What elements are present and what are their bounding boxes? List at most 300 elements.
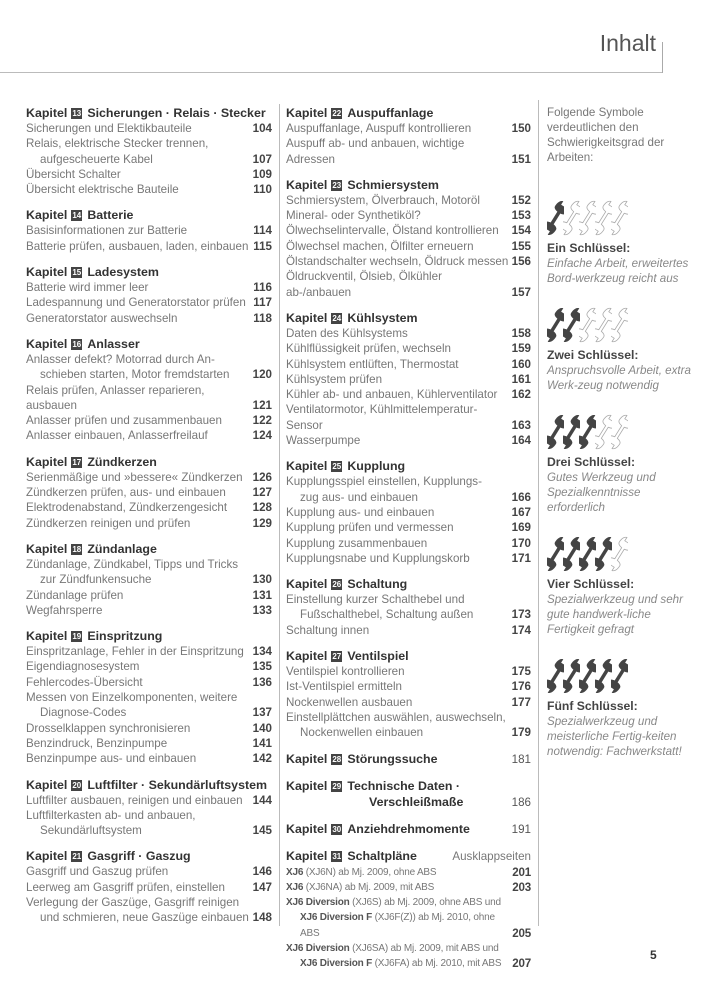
entry-row[interactable] xyxy=(26,136,272,167)
entry-line[interactable]: Batterie prüfen, ausbauen, laden, einbauen xyxy=(26,239,249,253)
entry-line[interactable]: Gasgriff und Gaszug prüfen xyxy=(26,865,169,879)
entry-row[interactable] xyxy=(26,793,272,808)
entry-text[interactable] xyxy=(26,352,250,383)
entry-line[interactable]: Serienmäßige und »bessere« Zündkerzen xyxy=(26,470,243,484)
entry-line[interactable]: Relais, elektrische Stecker trennen, xyxy=(26,137,209,151)
entry-line[interactable]: Einstellplättchen auswählen, auswechseln, xyxy=(286,710,506,724)
entry-page[interactable]: 124 xyxy=(252,429,272,443)
entry-row[interactable] xyxy=(26,295,272,310)
entry-row[interactable] xyxy=(26,690,272,721)
entry-page[interactable]: 133 xyxy=(252,603,272,617)
entry-row[interactable] xyxy=(286,326,531,341)
entry-text[interactable] xyxy=(26,690,250,721)
chapter-label: Kapitel xyxy=(286,751,328,766)
entry-text[interactable] xyxy=(286,254,509,269)
entry-page[interactable]: 109 xyxy=(252,167,272,181)
entry-row[interactable] xyxy=(286,865,531,880)
entry-text[interactable] xyxy=(26,864,250,879)
chapter-heading[interactable] xyxy=(286,821,531,838)
entry-row[interactable] xyxy=(286,341,531,356)
entry-line[interactable]: Öldruckventil, Ölsieb, Ölkühler ab-/anbauen xyxy=(286,270,442,299)
entry-line[interactable]: Benzindruck, Benzinpumpe xyxy=(26,736,168,750)
entry-text[interactable] xyxy=(286,402,509,433)
entry-page[interactable]: 207 xyxy=(512,957,531,971)
entry-row[interactable] xyxy=(286,372,531,387)
chapter-heading[interactable] xyxy=(286,105,531,121)
entry-line[interactable]: Fußschalthebel, Schaltung außen xyxy=(300,608,474,622)
entry-text[interactable] xyxy=(286,536,509,551)
entry-line[interactable]: Ladespannung und Generatorstator prüfen xyxy=(26,296,246,310)
entry-page[interactable]: 137 xyxy=(252,706,272,720)
entry-text[interactable] xyxy=(286,941,509,972)
entry-row[interactable] xyxy=(26,239,272,254)
entry-line[interactable]: Ölwechsel machen, Ölfilter erneuern xyxy=(286,239,474,253)
entry-page[interactable]: 150 xyxy=(511,122,531,135)
entry-page[interactable]: 162 xyxy=(511,388,531,402)
entry-text[interactable] xyxy=(26,675,250,690)
entry-line[interactable]: Elektrodenabstand, Zündkerzengesicht xyxy=(26,501,228,515)
entry-page[interactable]: 142 xyxy=(252,752,272,766)
entry-line[interactable]: Schaltung innen xyxy=(286,623,370,637)
chapter-label: Kapitel xyxy=(26,629,68,644)
entry-line[interactable]: Kühler ab- und anbauen, Kühlerventilator xyxy=(286,388,498,402)
entry-row[interactable] xyxy=(286,223,531,238)
difficulty-level xyxy=(547,199,697,286)
entry-page[interactable]: 116 xyxy=(253,281,272,295)
entry-page[interactable]: 159 xyxy=(511,342,531,356)
chapter-heading-continued xyxy=(286,794,531,811)
chapter-label: Kapitel xyxy=(26,541,68,556)
chapter-heading[interactable] xyxy=(286,458,531,474)
entry-line[interactable]: zug aus- und einbauen xyxy=(300,490,418,504)
entry-line[interactable]: Luftfilter ausbauen, reinigen und einbauen xyxy=(26,793,243,807)
entry-row[interactable] xyxy=(286,710,531,741)
entry-text[interactable] xyxy=(286,341,509,356)
entry-page[interactable]: 146 xyxy=(252,865,272,879)
entry-text[interactable] xyxy=(26,808,250,839)
entry-text[interactable] xyxy=(286,865,509,880)
entry-row[interactable] xyxy=(26,659,272,674)
entry-text[interactable] xyxy=(26,500,250,515)
entry-page[interactable]: 135 xyxy=(252,660,272,674)
entry-page[interactable]: 127 xyxy=(252,486,272,500)
entry-page[interactable]: 169 xyxy=(511,521,531,535)
entry-row[interactable] xyxy=(26,603,272,618)
toc-column-middle xyxy=(286,105,531,982)
chapter-heading[interactable] xyxy=(286,177,531,193)
entry-page[interactable]: 114 xyxy=(253,224,272,238)
entry-line[interactable]: Schmiersystem, Ölverbrauch, Motoröl xyxy=(286,193,480,207)
chapter-heading[interactable] xyxy=(286,310,531,326)
entry-page[interactable]: 177 xyxy=(511,695,531,709)
entry-row[interactable] xyxy=(286,941,531,972)
entry-row[interactable] xyxy=(26,721,272,736)
entry-row[interactable] xyxy=(26,311,272,326)
entry-page[interactable]: 140 xyxy=(252,721,272,735)
entry-page[interactable]: 167 xyxy=(511,505,531,519)
chapter-title: Kühlsystem xyxy=(347,310,418,325)
entry-line[interactable]: Drosselklappen synchronisieren xyxy=(26,721,191,735)
entry-text[interactable] xyxy=(286,223,509,238)
entry-line[interactable] xyxy=(286,880,509,895)
entry-row[interactable] xyxy=(26,895,272,926)
entry-text[interactable] xyxy=(286,433,509,448)
entry-line[interactable] xyxy=(286,941,509,956)
entry-page[interactable]: 156 xyxy=(511,255,531,269)
entry-text[interactable] xyxy=(26,295,250,310)
entry-row[interactable] xyxy=(286,679,531,694)
entry-page[interactable]: 152 xyxy=(511,193,531,207)
entry-line[interactable]: Messen von Einzelkomponenten, weitere xyxy=(26,691,238,705)
chapter-heading[interactable] xyxy=(286,751,531,768)
entry-text[interactable] xyxy=(26,793,250,808)
wrench-outline-icon xyxy=(579,306,596,344)
entry-line[interactable]: Einstellung kurzer Schalthebel und xyxy=(286,593,465,607)
entry-page[interactable]: 153 xyxy=(511,209,531,223)
entry-text[interactable] xyxy=(26,167,250,182)
entry-line[interactable]: Nockenwellen ausbauen xyxy=(286,695,413,709)
entry-row[interactable] xyxy=(26,644,272,659)
entry-line[interactable]: Ventilatormotor, Kühlmittelemperatur-Sensor xyxy=(286,403,478,432)
entry-text[interactable] xyxy=(26,516,250,531)
entry-text[interactable] xyxy=(26,280,250,295)
entry-text[interactable] xyxy=(26,136,250,167)
entry-page[interactable]: 131 xyxy=(252,588,272,602)
entry-row[interactable] xyxy=(26,557,272,588)
entry-line[interactable]: Einspritzanlage, Fehler in der Einspritzung xyxy=(26,645,244,659)
entry-text[interactable] xyxy=(26,470,250,485)
entry-line[interactable]: Anlasser prüfen und zusammenbauen xyxy=(26,414,222,428)
entry-text[interactable] xyxy=(286,326,509,341)
entry-line[interactable]: Generatorstator auswechseln xyxy=(26,311,178,325)
entry-text[interactable] xyxy=(26,413,250,428)
entry-row[interactable] xyxy=(26,121,272,136)
entry-page[interactable]: 145 xyxy=(252,824,272,838)
entry-text[interactable] xyxy=(286,269,509,300)
entry-row[interactable] xyxy=(286,623,531,638)
chapter-label: Kapitel xyxy=(286,177,328,192)
chapter-heading[interactable] xyxy=(286,576,531,592)
entry-row[interactable] xyxy=(286,402,531,433)
entry-page[interactable]: 122 xyxy=(252,414,272,428)
entry-page[interactable]: 166 xyxy=(511,490,531,504)
entry-page[interactable]: 154 xyxy=(511,224,531,238)
entry-text[interactable] xyxy=(286,121,509,136)
entry-line[interactable]: Luftfilterkasten ab- und anbauen, xyxy=(26,808,196,822)
entry-row[interactable] xyxy=(286,551,531,566)
entry-row[interactable] xyxy=(286,254,531,269)
entry-line[interactable]: Zündanlage prüfen xyxy=(26,588,124,602)
entry-row[interactable] xyxy=(286,239,531,254)
entry-line[interactable]: Kupplung aus- und einbauen xyxy=(286,505,435,519)
entry-page[interactable]: 174 xyxy=(511,623,531,637)
entry-row[interactable] xyxy=(286,520,531,535)
entry-page[interactable]: 160 xyxy=(511,357,531,371)
entry-row[interactable] xyxy=(26,352,272,383)
entry-page[interactable]: 144 xyxy=(252,793,272,807)
chapter-title: Kupplung xyxy=(347,459,406,474)
chapter-heading[interactable] xyxy=(286,778,531,794)
chapter-heading[interactable] xyxy=(26,541,272,557)
entry-page[interactable]: 205 xyxy=(512,926,531,940)
level-name: Vier Schlüssel: xyxy=(547,577,635,591)
entry-line[interactable]: Kupplungsnabe und Kupplungskorb xyxy=(286,551,470,565)
entry-text[interactable] xyxy=(26,721,250,736)
entry-line[interactable]: Zündkerzen prüfen, aus- und einbauen xyxy=(26,486,226,500)
entry-line[interactable]: schieben starten, Motor fremdstarten xyxy=(40,368,230,382)
chapter-title: Luftfilter · Sekundärluftsystem xyxy=(87,777,268,792)
entry-page[interactable]: 171 xyxy=(511,551,531,565)
chapter-section xyxy=(26,105,272,197)
entry-page[interactable]: 176 xyxy=(511,680,531,694)
chapter-heading[interactable] xyxy=(286,848,531,865)
entry-line[interactable] xyxy=(286,865,509,880)
entry-text[interactable] xyxy=(26,736,250,751)
entry-page[interactable]: 155 xyxy=(511,239,531,253)
entry-page[interactable]: 179 xyxy=(511,726,531,740)
entry-row[interactable] xyxy=(26,736,272,751)
chapter-heading[interactable] xyxy=(26,336,272,352)
entry-line[interactable]: Anlasser defekt? Motorrad durch An- xyxy=(26,352,215,366)
entry-text[interactable] xyxy=(286,520,509,535)
entry-line[interactable]: Verlegung der Gaszüge, Gasgriff reinigen xyxy=(26,895,240,909)
entry-text[interactable] xyxy=(286,357,509,372)
chapter-title: Störungssuche xyxy=(347,751,438,766)
entry-row[interactable] xyxy=(286,536,531,551)
wrench-filled-icon xyxy=(579,657,596,695)
chapter-heading[interactable] xyxy=(26,848,272,864)
entry-line[interactable]: Ist-Ventilspiel ermitteln xyxy=(286,680,402,694)
entry-line[interactable]: Ventilspiel kontrollieren xyxy=(286,665,405,679)
entry-page[interactable]: 129 xyxy=(252,516,272,530)
chapter-heading[interactable] xyxy=(286,648,531,664)
entry-row[interactable] xyxy=(286,880,531,895)
entry-text[interactable] xyxy=(26,588,250,603)
entry-row[interactable] xyxy=(26,808,272,839)
entry-page[interactable]: 136 xyxy=(252,675,272,689)
chapter-heading[interactable] xyxy=(26,105,272,121)
entry-page[interactable]: 115 xyxy=(253,239,272,253)
entry-text[interactable] xyxy=(26,239,250,254)
entry-row[interactable] xyxy=(26,880,272,895)
chapter-heading[interactable] xyxy=(26,454,272,470)
entry-page[interactable]: 163 xyxy=(511,418,531,432)
entry-text[interactable] xyxy=(286,136,509,167)
entry-text[interactable] xyxy=(26,603,250,618)
entry-line[interactable]: Zündanlage, Zündkabel, Tipps und Tricks xyxy=(26,557,239,571)
chapter-title: Auspuffanlage xyxy=(347,106,434,120)
entry-line[interactable]: Fehlercodes-Übersicht xyxy=(26,675,143,689)
entry-line[interactable]: und schmieren, neue Gaszüge einbauen xyxy=(40,911,249,925)
entry-row[interactable] xyxy=(26,182,272,197)
entry-text[interactable] xyxy=(26,485,250,500)
entry-line[interactable]: Ölstandschalter wechseln, Öldruck messen xyxy=(286,255,509,269)
entry-line[interactable]: Relais prüfen, Anlasser reparieren, ausbauen xyxy=(26,383,205,412)
entry-line[interactable]: Übersicht Schalter xyxy=(26,167,121,181)
entry-row[interactable] xyxy=(286,208,531,223)
entry-page[interactable]: 128 xyxy=(252,501,272,515)
entry-page[interactable]: 117 xyxy=(253,296,272,310)
entry-line[interactable]: Basisinformationen zur Batterie xyxy=(26,224,188,238)
entry-row[interactable] xyxy=(286,357,531,372)
entry-text[interactable] xyxy=(286,664,509,679)
entry-page[interactable]: 148 xyxy=(252,911,272,925)
entry-line[interactable] xyxy=(286,956,509,971)
chapter-heading[interactable] xyxy=(26,628,272,644)
chapter-number-badge: 28 xyxy=(332,754,342,764)
entry-line[interactable]: Anlasser einbauen, Anlasserfreilauf xyxy=(26,429,208,443)
entry-page[interactable]: 118 xyxy=(253,311,272,325)
entry-text[interactable] xyxy=(286,592,509,623)
entry-page[interactable]: 107 xyxy=(252,152,272,166)
entry-line[interactable]: Batterie wird immer leer xyxy=(26,281,149,295)
entry-line[interactable]: Kühlsystem prüfen xyxy=(286,372,383,386)
entry-text[interactable] xyxy=(26,751,250,766)
entry-line[interactable]: Nockenwellen einbauen xyxy=(300,726,424,740)
entry-line[interactable]: Sicherungen und Elektikbauteile xyxy=(26,122,192,135)
entry-text[interactable] xyxy=(286,895,509,941)
entry-line[interactable]: Diagnose-Codes xyxy=(40,706,127,720)
entry-page[interactable]: 175 xyxy=(511,665,531,679)
entry-row[interactable] xyxy=(286,193,531,208)
entry-page[interactable]: 130 xyxy=(252,573,272,587)
entry-page[interactable]: 170 xyxy=(511,536,531,550)
entry-page[interactable]: 151 xyxy=(511,152,531,166)
entry-row[interactable] xyxy=(286,269,531,300)
entry-line[interactable]: Auspuff ab- und anbauen, wichtige Adressen xyxy=(286,137,465,166)
entry-line[interactable]: Kupplungsspiel einstellen, Kupplungs- xyxy=(286,475,482,489)
entry-row[interactable] xyxy=(286,121,531,136)
entry-page[interactable]: 134 xyxy=(252,645,272,659)
entry-row[interactable] xyxy=(26,470,272,485)
chapter-heading[interactable] xyxy=(26,264,272,280)
entry-text[interactable] xyxy=(26,659,250,674)
entry-line[interactable]: Kühlflüssigkeit prüfen, wechseln xyxy=(286,342,451,356)
wrench-filled-icon xyxy=(547,199,564,237)
entry-text[interactable] xyxy=(286,239,509,254)
entry-page[interactable]: 201 xyxy=(512,865,531,879)
entry-row[interactable] xyxy=(286,136,531,167)
entry-line[interactable]: Kupplung zusammenbauen xyxy=(286,536,428,550)
entry-page[interactable]: 203 xyxy=(512,880,531,894)
entry-row[interactable] xyxy=(26,500,272,515)
entry-text[interactable] xyxy=(286,880,509,895)
entry-row[interactable] xyxy=(26,751,272,766)
entry-text[interactable] xyxy=(26,644,250,659)
entry-row[interactable] xyxy=(286,592,531,623)
entry-row[interactable] xyxy=(26,167,272,182)
entry-text[interactable] xyxy=(286,710,509,741)
entry-page[interactable]: 110 xyxy=(253,183,272,197)
wrench-rating xyxy=(547,657,697,695)
entry-page[interactable]: 121 xyxy=(252,398,272,412)
entry-row[interactable] xyxy=(26,223,272,238)
entry-page[interactable]: 126 xyxy=(252,470,272,484)
entry-text[interactable] xyxy=(26,428,250,443)
entry-line[interactable]: aufgescheuerte Kabel xyxy=(40,152,153,166)
entry-text[interactable] xyxy=(286,387,509,402)
chapter-heading[interactable] xyxy=(26,777,272,793)
entry-line[interactable]: zur Zündfunkensuche xyxy=(40,573,152,587)
entry-text[interactable] xyxy=(286,623,509,638)
entry-page[interactable]: 147 xyxy=(252,880,272,894)
entry-line[interactable] xyxy=(286,910,509,941)
entry-line[interactable]: Daten des Kühlsystems xyxy=(286,326,408,340)
entry-text[interactable] xyxy=(286,695,509,710)
entry-row[interactable] xyxy=(26,413,272,428)
entry-row[interactable] xyxy=(26,864,272,879)
entry-text[interactable] xyxy=(286,505,509,520)
entry-row[interactable] xyxy=(286,433,531,448)
entry-line[interactable]: Mineral- oder Synthetiköl? xyxy=(286,209,421,223)
entry-page[interactable]: 104 xyxy=(252,122,272,135)
entry-text[interactable] xyxy=(286,208,509,223)
entry-page[interactable]: 157 xyxy=(511,285,531,299)
chapter-heading[interactable] xyxy=(26,207,272,223)
entry-text[interactable] xyxy=(286,679,509,694)
entry-line[interactable]: Zündkerzen reinigen und prüfen xyxy=(26,516,191,530)
entry-line[interactable]: Kupplung prüfen und vermessen xyxy=(286,521,454,535)
entry-row[interactable] xyxy=(26,675,272,690)
entry-page[interactable]: 120 xyxy=(252,368,272,382)
entry-text[interactable] xyxy=(286,193,509,208)
entry-text[interactable] xyxy=(286,372,509,387)
entry-row[interactable] xyxy=(286,474,531,505)
entry-row[interactable] xyxy=(26,485,272,500)
entry-row[interactable] xyxy=(286,695,531,710)
entry-row[interactable] xyxy=(26,383,272,414)
entry-page[interactable]: 173 xyxy=(511,608,531,622)
entry-text[interactable] xyxy=(26,223,250,238)
entry-row[interactable] xyxy=(26,588,272,603)
entry-row[interactable] xyxy=(26,280,272,295)
entry-line[interactable]: Benzinpumpe aus- und einbauen xyxy=(26,752,197,766)
entry-line[interactable]: Sekundärluftsystem xyxy=(40,824,142,838)
entry-row[interactable] xyxy=(26,516,272,531)
entry-line[interactable]: Auspuffanlage, Auspuff kontrollieren xyxy=(286,122,472,135)
entry-line[interactable]: Eigendiagnosesystem xyxy=(26,660,140,674)
entry-text[interactable] xyxy=(26,383,250,414)
entry-row[interactable] xyxy=(26,428,272,443)
entry-line[interactable]: Leerweg am Gasgriff prüfen, einstellen xyxy=(26,880,225,894)
entry-text[interactable] xyxy=(26,557,250,588)
entry-text[interactable] xyxy=(286,551,509,566)
chapter-section xyxy=(286,105,531,167)
entry-line[interactable]: Wegfahrsperre xyxy=(26,603,103,617)
entry-text[interactable] xyxy=(26,895,250,926)
entry-row[interactable] xyxy=(286,505,531,520)
entry-text[interactable] xyxy=(26,121,250,136)
entry-page[interactable]: 158 xyxy=(511,326,531,340)
entry-text[interactable] xyxy=(26,311,250,326)
entry-line[interactable]: Ölwechselintervalle, Ölstand kontrollieren xyxy=(286,224,499,238)
entry-text[interactable] xyxy=(286,474,509,505)
entry-line[interactable] xyxy=(286,895,509,910)
entry-page[interactable]: 141 xyxy=(252,736,272,750)
chapter-section xyxy=(26,541,272,618)
entry-row[interactable] xyxy=(286,895,531,941)
entry-line[interactable]: Wasserpumpe xyxy=(286,434,361,448)
entry-row[interactable] xyxy=(286,387,531,402)
entry-text[interactable] xyxy=(26,880,250,895)
entry-row[interactable] xyxy=(286,664,531,679)
entry-line[interactable]: Kühlsystem entlüften, Thermostat xyxy=(286,357,459,371)
entry-page[interactable]: 164 xyxy=(511,434,531,448)
entry-page[interactable]: 161 xyxy=(511,372,531,386)
chapter-label: Kapitel xyxy=(26,777,68,792)
entry-line[interactable]: Übersicht elektrische Bauteile xyxy=(26,183,179,197)
entry-text[interactable] xyxy=(26,182,250,197)
